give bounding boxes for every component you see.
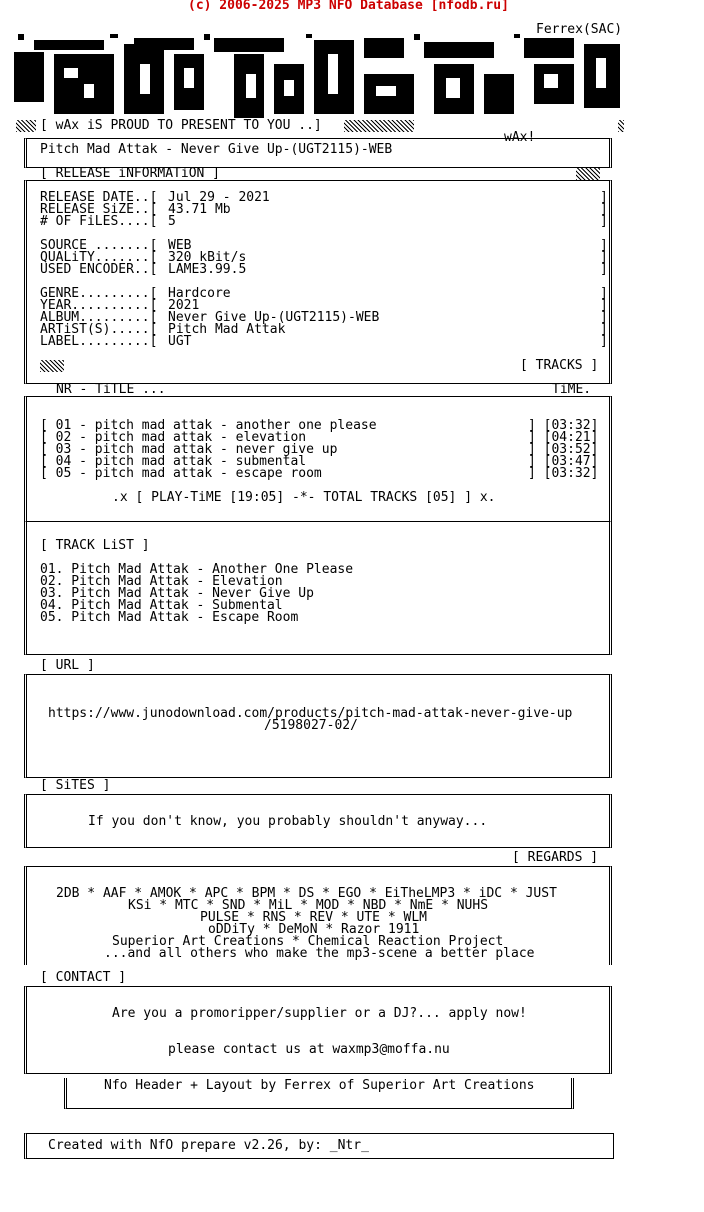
track-list-item: 05. Pitch Mad Attak - Escape Room <box>40 610 299 625</box>
sites-title: [ SiTES ] <box>40 778 111 793</box>
contact-box <box>24 986 612 1074</box>
genre-value: Hardcore <box>168 286 231 301</box>
release-size-value: 43.71 Mb <box>168 202 231 217</box>
track-row: [ 04 - pitch mad attak - submental <box>40 454 307 469</box>
group-tag: wAx! <box>504 130 536 145</box>
shade-block <box>576 168 600 180</box>
footer-line: Created with NfO prepare v2.26, by: _Ntr_ <box>48 1138 369 1153</box>
track-time: ] [04:21] <box>528 430 599 445</box>
track-list-title: [ TRACK LiST ] <box>40 538 150 553</box>
release-date-value: Jul 29 - 2021 <box>168 190 270 205</box>
track-time: ] [03:32] <box>528 418 599 433</box>
info-label: YEAR..........[ <box>40 298 158 313</box>
url-title: [ URL ] <box>40 658 95 673</box>
info-label: LABEL.........[ <box>40 334 158 349</box>
track-time: ] [03:52] <box>528 442 599 457</box>
release-info-title: [ RELEASE iNFORMATiON ] <box>40 166 221 181</box>
tracks-title: [ TRACKS ] <box>520 358 599 373</box>
regards-line: PULSE * RNS * REV * UTE * WLM <box>200 910 427 925</box>
credit-line: Nfo Header + Layout by Ferrex of Superior Art Creations <box>104 1078 535 1093</box>
tracks-col-title: NR - TiTLE ... <box>56 382 166 397</box>
track-list-item: 02. Pitch Mad Attak - Elevation <box>40 574 283 589</box>
tracks-col-time: TiME. <box>552 382 592 397</box>
regards-title: [ REGARDS ] <box>512 850 599 865</box>
info-label: RELEASE SiZE..[ <box>40 202 158 217</box>
regards-line: KSi * MTC * SND * MiL * MOD * NBD * NmE * NUHS <box>128 898 489 913</box>
sites-text: If you don't know, you probably shouldn't anyway... <box>88 814 488 829</box>
release-name: Pitch Mad Attak - Never Give Up-(UGT2115)-WEB <box>40 142 393 157</box>
contact-line: Are you a promoripper/supplier or a DJ?... apply now! <box>112 1006 527 1021</box>
contact-title: [ CONTACT ] <box>40 970 127 985</box>
info-label: RELEASE DATE..[ <box>40 190 158 205</box>
track-time: ] [03:32] <box>528 466 599 481</box>
shade-block <box>40 360 64 372</box>
regards-line: ...and all others who make the mp3-scene a better place <box>104 946 535 961</box>
info-label: ARTiST(S).....[ <box>40 322 158 337</box>
shade-block <box>16 120 36 132</box>
artist-value: Pitch Mad Attak <box>168 322 286 337</box>
wax-ascii-logo <box>14 34 624 118</box>
track-list-item: 03. Pitch Mad Attak - Never Give Up <box>40 586 314 601</box>
shade-block <box>618 120 624 132</box>
track-list-item: 04. Pitch Mad Attak - Submental <box>40 598 283 613</box>
track-row: [ 03 - pitch mad attak - never give up <box>40 442 338 457</box>
info-label: ALBUM.........[ <box>40 310 158 325</box>
url-link-cont[interactable]: /5198027-02/ <box>264 718 358 733</box>
shade-block <box>344 120 414 132</box>
album-value: Never Give Up-(UGT2115)-WEB <box>168 310 380 325</box>
regards-line: 2DB * AAF * AMOK * APC * BPM * DS * EGO * EiTheLMP3 * iDC * JUST <box>56 886 557 901</box>
url-link[interactable]: https://www.junodownload.com/products/pitch-mad-attak-never-give-up <box>48 706 573 721</box>
source-value: WEB <box>168 238 192 253</box>
track-row: [ 02 - pitch mad attak - elevation <box>40 430 307 445</box>
artist-tag: Ferrex(SAC) <box>536 22 623 37</box>
encoder-value: LAME3.99.5 <box>168 262 247 277</box>
track-list-item: 01. Pitch Mad Attak - Another One Please <box>40 562 354 577</box>
regards-line: oDDiTy * DeMoN * Razor 1911 <box>208 922 420 937</box>
track-row: [ 01 - pitch mad attak - another one please <box>40 418 377 433</box>
track-time: ] [03:47] <box>528 454 599 469</box>
present-line: [ wAx iS PROUD TO PRESENT TO YOU ..] <box>40 118 322 133</box>
files-value: 5 <box>168 214 176 229</box>
nfodb-header: (c) 2006-2025 MP3 NFO Database [nfodb.ru] <box>188 0 509 13</box>
info-label: GENRE.........[ <box>40 286 158 301</box>
quality-value: 320 kBit/s <box>168 250 247 265</box>
info-label: USED ENCODER..[ <box>40 262 158 277</box>
label-value: UGT <box>168 334 192 349</box>
bracket: ] ] ] ] ] ] ] ] ] ] ] <box>600 190 608 349</box>
regards-line: Superior Art Creations * Chemical Reaction Project <box>112 934 504 949</box>
tracks-summary: .x [ PLAY-TiME [19:05] -*- TOTAL TRACKS [05] ] x. <box>112 490 496 505</box>
info-label: # OF FiLES....[ <box>40 214 158 229</box>
info-label: SOURCE .......[ <box>40 238 158 253</box>
year-value: 2021 <box>168 298 200 313</box>
info-label: QUALiTY.......[ <box>40 250 158 265</box>
contact-email-line[interactable]: please contact us at waxmp3@moffa.nu <box>168 1042 450 1057</box>
track-row: [ 05 - pitch mad attak - escape room <box>40 466 322 481</box>
